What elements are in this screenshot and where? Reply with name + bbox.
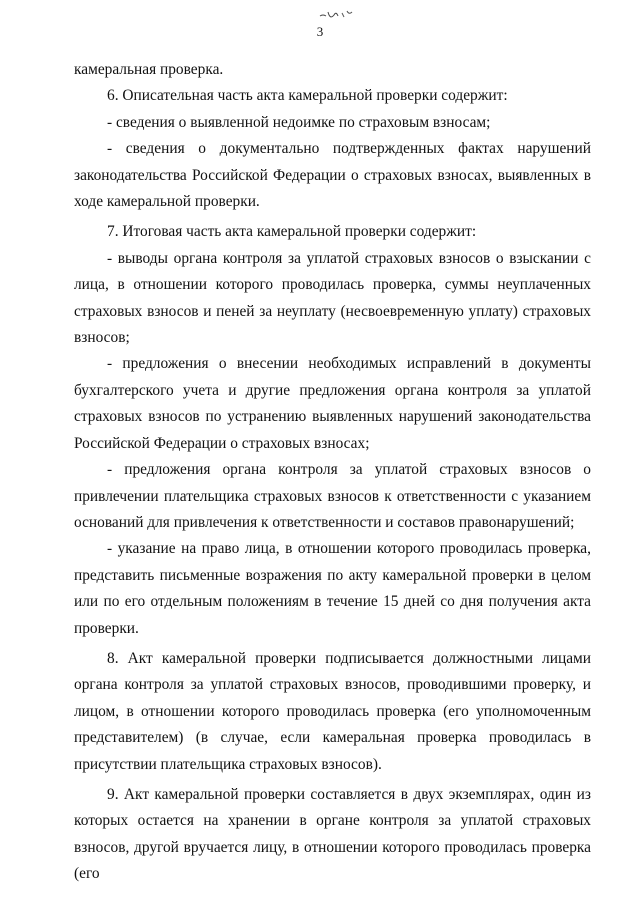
paragraph-sub-item: - сведения о документально подтвержденных фактах нарушений законодательства Российской Федерации о страховых взносах, выявленных в ходе камеральной проверки.	[74, 140, 591, 211]
paragraph-sub-item: - указание на право лица, в отношении которого проводилась проверка, представить письменные возражения по акту камеральной проверки в целом или по его отдельным положениям в течение 15 дней со дня получения акта проверки.	[74, 540, 591, 637]
document-body	[74, 57, 591, 888]
paragraph-sub-item: - выводы органа контроля за уплатой страховых взносов о взыскании с лица, в отношении которого проводилась проверка, суммы неуплаченных страховых взносов и пеней за неуплату (несвоевременную уплату) страховых взносов;	[74, 249, 591, 347]
page-number: 3	[316, 24, 324, 39]
paragraph-item-7: 7. Итоговая часть акта камеральной проверки содержит:	[107, 223, 477, 241]
paragraph-sub-item: - предложения о внесении необходимых исправлений в документы бухгалтерского учета и другие предложения органа контроля за уплатой страховых взносов по устранению выявленных нарушений законодательства Российской Федерации о страховых взносах;	[74, 355, 591, 452]
paragraph-sub-item: - сведения о выявленной недоимке по страховым взносам;	[107, 113, 491, 131]
paragraph-item-8: 8. Акт камеральной проверки подписывается должностными лицами органа контроля за уплатой страховых взносов, проводившими проверку, и лицом, в отношении которого проводилась проверка (его уполномоченным представителем) (в случае, если камеральная проверка проводилась в присутствии плательщика страховых взносов).	[74, 649, 591, 773]
paragraph-item-6: 6. Описательная часть акта камеральной проверки содержит:	[107, 87, 508, 105]
paragraph-item-9: 9. Акт камеральной проверки составляется в двух экземплярах, один из которых остается на хранении в органе контроля за уплатой страховых взносов, другой вручается лицу, в отношении которого проводилась проверка (его	[74, 785, 591, 883]
paragraph-sub-item: - предложения органа контроля за уплатой страховых взносов о привлечении плательщика страховых взносов к ответственности с указанием оснований для привлечения к ответственности и составов правонарушений;	[74, 461, 591, 531]
paragraph-continuation: камеральная проверка.	[74, 61, 224, 78]
handwritten-mark-icon	[318, 6, 358, 24]
